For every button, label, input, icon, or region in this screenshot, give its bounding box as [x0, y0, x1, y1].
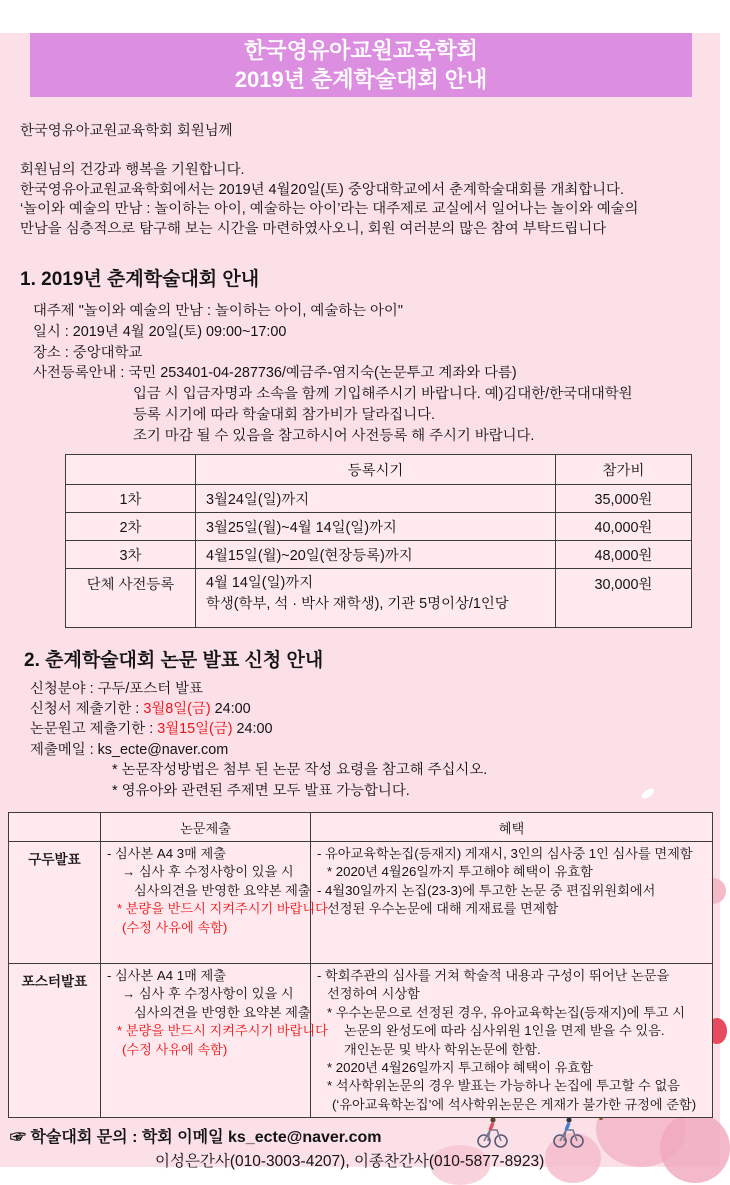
submission-line: → 심사 후 수정사항이 있을 시	[122, 864, 294, 880]
benefit-line: - 4월30일까지 논집(23-3)에 투고한 논문 중 편집위원회에서	[317, 882, 656, 898]
benefit-line: - 유아교육학논집(등재지) 게재시, 3인의 심사중 1인 심사를 면제함	[317, 846, 693, 862]
table-header-row	[9, 813, 713, 842]
greeting-line: 회원님의 건강과 행복을 기원합니다.	[20, 162, 245, 178]
section2-heading: 2. 춘계학술대회 논문 발표 신청 안내	[24, 649, 324, 671]
prereg-line: 등록 시기에 따라 학술대회 참가비가 달라집니다.	[133, 406, 436, 423]
reg-round-cell: 3차	[66, 540, 196, 568]
benefit-cell	[311, 964, 713, 1118]
announcement-page	[0, 33, 720, 1171]
reg-round-cell: 1차	[66, 484, 196, 512]
prereg-line: 조기 마감 될 수 있음을 참고하시어 사전등록 해 주시기 바랍니다.	[133, 427, 535, 444]
poster-presentation-row	[9, 964, 713, 1118]
benefit-line: 개인논문 및 박사 학위논문에 한함.	[344, 1041, 541, 1057]
section1-heading: 1. 2019년 춘계학술대회 안내	[20, 269, 260, 290]
deadline-label: 논문원고 제출기한 :	[30, 721, 158, 738]
reg-round-cell: 2차	[66, 512, 196, 540]
submission-line: 심사의견을 반영한 요약본 제출	[134, 1004, 311, 1020]
contact-phones-line: 이성은간사(010-3003-4207), 이종찬간사(010-5877-8923)	[155, 1153, 545, 1171]
period-line: 4월 14일(일)까지	[206, 574, 314, 591]
reg-period-cell	[196, 568, 556, 627]
oral-presentation-row	[9, 842, 713, 964]
title-banner	[30, 33, 692, 97]
salutation: 한국영유아교원교육학회 회원님께	[20, 123, 233, 139]
spacer	[20, 142, 720, 162]
submission-header-cell: 논문제출	[101, 813, 311, 842]
benefit-header-cell: 혜택	[311, 813, 713, 842]
reg-round-cell: 단체 사전등록	[66, 568, 196, 627]
reg-fee-cell: 35,000원	[556, 484, 692, 512]
presentation-type-cell: 포스터발표	[9, 964, 101, 1118]
presentation-benefit-table	[8, 812, 713, 1118]
deadline-date: 3월8일(금)	[143, 700, 211, 717]
benefit-cell	[311, 842, 713, 964]
deadline-time: 24:00	[210, 700, 251, 717]
submission-line: - 심사본 A4 1매 제출	[107, 968, 226, 984]
submission-cell	[101, 842, 328, 964]
conference-title: 2019년 춘계학술대회 안내	[234, 67, 488, 92]
benefit-line: 논문의 완성도에 따라 심사위원 1인을 면제 받을 수 있음.	[344, 1023, 665, 1039]
reg-fee-cell: 48,000원	[556, 540, 692, 568]
reg-period-cell: 4월15일(월)~20일(현장등록)까지	[196, 540, 556, 568]
submission-warning-line: * 분량을 반드시 지켜주시기 바랍니다	[117, 901, 328, 917]
venue-line: 장소 : 중앙대학교	[33, 344, 143, 361]
benefit-line: (‘유아교육학논집’에 석사학위논문은 게재가 불가한 규정에 준함)	[332, 1096, 697, 1112]
presentation-type-cell: 구두발표	[9, 842, 101, 964]
application-deadline-line	[30, 699, 720, 719]
empty-header-cell	[9, 813, 101, 842]
submission-line: - 심사본 A4 3매 제출	[107, 846, 226, 862]
benefit-line: * 석사학위논문의 경우 발표는 가능하나 논집에 투고할 수 없음	[327, 1078, 680, 1094]
reg-period-cell: 3월24일(일)까지	[196, 484, 556, 512]
field-line: 신청분야 : 구두/포스터 발표	[30, 680, 203, 697]
reg-fee-cell: 30,000원	[556, 568, 692, 627]
section1-details	[33, 301, 720, 447]
deadline-time: 24:00	[232, 721, 273, 738]
fee-header-cell: 참가비	[556, 454, 692, 484]
submission-line: → 심사 후 수정사항이 있을 시	[122, 986, 294, 1002]
note-line: * 영유아와 관련된 주제면 모두 발표 가능합니다.	[112, 782, 410, 799]
submission-line: 심사의견을 반영한 요약본 제출	[134, 882, 311, 898]
deadline-label: 신청서 제출기한 :	[30, 700, 144, 717]
table-header-row	[66, 454, 692, 484]
deadline-date: 3월15일(금)	[157, 721, 233, 738]
prereg-line: 사전등록안내 : 국민 253401-04-287736/예금주-염지숙(논문투고 계좌와 다름)	[33, 365, 517, 382]
submission-warning-line: (수정 사유에 속함)	[122, 919, 228, 935]
greeting-block	[20, 122, 720, 239]
paper-deadline-line	[30, 719, 720, 739]
greeting-line: 한국영유아교원교육학회에서는 2019년 4월20일(토) 중앙대학교에서 춘계학술대회를 개최합니다.	[20, 181, 624, 198]
society-name: 한국영유아교원교육학회	[244, 38, 478, 63]
table-row	[66, 484, 692, 512]
benefit-line: * 2020년 4월26일까지 투고해야 혜택이 유효함	[327, 1060, 593, 1076]
submission-warning-line: (수정 사유에 속함)	[122, 1041, 228, 1057]
reg-period-cell: 3월25일(월)~4월 14일(일)까지	[196, 512, 556, 540]
period-line: 학생(학부, 석 · 박사 재학생), 기관 5명이상/1인당	[206, 595, 509, 612]
contact-line: ☞ 학술대회 문의 : 학회 이메일 ks_ecte@naver.com	[10, 1129, 382, 1147]
table-row	[66, 540, 692, 568]
benefit-line: - 학회주관의 심사를 거쳐 학술적 내용과 구성이 뛰어난 논문을	[317, 968, 670, 984]
note-line: * 논문작성방법은 첨부 된 논문 작성 요령을 참고해 주십시오.	[112, 762, 488, 779]
theme-line: 대주제 "놀이와 예술의 만남 : 놀이하는 아이, 예술하는 아이"	[33, 303, 403, 319]
greeting-line: 만남을 심층적으로 탐구해 보는 시간을 마련하였사오니, 회원 여러분의 많은 참여 부탁드립니다	[20, 220, 607, 237]
benefit-line: 선정하여 시상함	[327, 986, 420, 1002]
empty-header-cell	[66, 454, 196, 484]
datetime-line: 일시 : 2019년 4월 20일(토) 09:00~17:00	[33, 323, 287, 340]
period-header-cell: 등록시기	[196, 454, 556, 484]
table-row	[66, 512, 692, 540]
reg-fee-cell: 40,000원	[556, 512, 692, 540]
benefit-line: 선정된 우수논문에 대해 게재료를 면제함	[327, 901, 559, 917]
submission-email-line: 제출메일 : ks_ecte@naver.com	[30, 741, 229, 758]
benefit-line: * 우수논문으로 선정된 경우, 유아교육학논집(등재지)에 투고 시	[327, 1004, 686, 1020]
prereg-line: 입금 시 입금자명과 소속을 함께 기입해주시기 바랍니다. 예)김대한/한국대대학원	[133, 386, 633, 403]
submission-warning-line: * 분량을 반드시 지켜주시기 바랍니다	[117, 1023, 328, 1039]
benefit-line: * 2020년 4월26일까지 투고해야 혜택이 유효함	[327, 864, 593, 880]
section2-details	[30, 679, 720, 801]
table-row	[66, 568, 692, 627]
submission-cell	[101, 964, 328, 1118]
greeting-line: ‘놀이와 예술의 만남 : 놀이하는 아이, 예술하는 아이’라는 대주제로 교실에서 일어나는 놀이와 예술의	[20, 201, 639, 217]
registration-fee-table	[65, 454, 692, 628]
